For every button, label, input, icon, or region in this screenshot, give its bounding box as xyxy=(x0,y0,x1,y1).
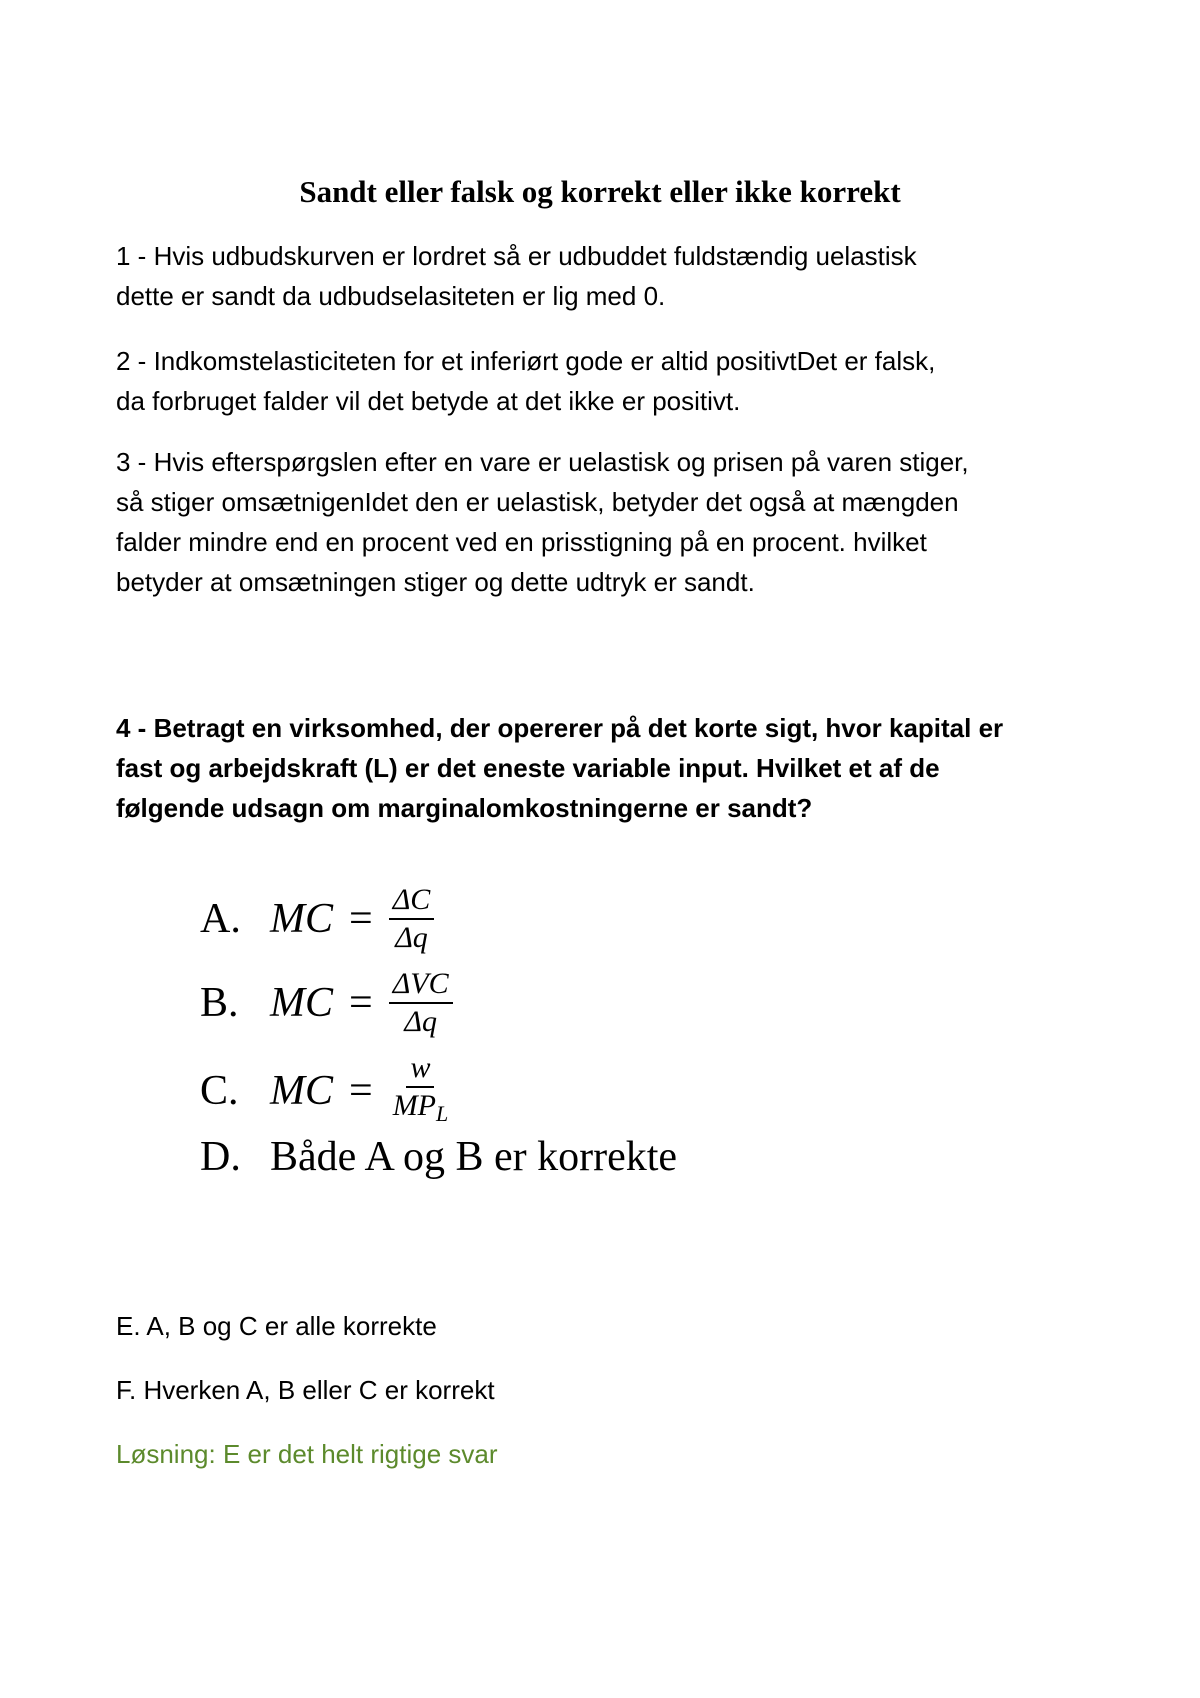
option-c-denominator xyxy=(389,1088,453,1130)
option-b-lhs: MC xyxy=(270,980,333,1026)
question-4-line: følgende udsagn om marginalomkostningerne er sandt? xyxy=(116,793,813,823)
option-c-formula xyxy=(200,1052,452,1130)
question-3-line: 3 - Hvis efterspørgslen efter en vare er uelastisk og prisen på varen stiger, xyxy=(116,447,969,477)
option-b-equals: = xyxy=(349,980,373,1026)
question-2 xyxy=(116,341,1116,421)
option-c-denominator-base: MP xyxy=(392,1089,437,1122)
question-3-line: så stiger omsætnigenIdet den er uelastisk, betyder det også at mængden xyxy=(116,487,959,517)
option-b-letter: B. xyxy=(200,980,239,1026)
option-c-numerator: w xyxy=(406,1052,434,1088)
option-a-letter: A. xyxy=(200,896,241,942)
option-b-formula xyxy=(200,968,453,1038)
question-3-line: falder mindre end en procent ved en prisstigning på en procent. hvilket xyxy=(116,527,927,557)
question-2-line: 2 - Indkomstelasticiteten for et inferiørt gode er altid positivtDet er falsk, xyxy=(116,346,936,376)
option-f: F. Hverken A, B eller C er korrekt xyxy=(116,1375,495,1405)
question-1-line: dette er sandt da udbudselasiteten er lig med 0. xyxy=(116,281,666,311)
question-3-line: betyder at omsætningen stiger og dette udtryk er sandt. xyxy=(116,567,755,597)
option-a-lhs: MC xyxy=(270,896,333,942)
question-2-line: da forbruget falder vil det betyde at det ikke er positivt. xyxy=(116,386,741,416)
option-a-fraction xyxy=(389,884,435,954)
question-4 xyxy=(116,708,1116,828)
option-b-denominator: Δq xyxy=(404,1005,437,1038)
solution-text: Løsning: E er det helt rigtige svar xyxy=(116,1439,498,1469)
document-title: Sandt eller falsk og korrekt eller ikke korrekt xyxy=(299,174,901,209)
option-a-denominator: Δq xyxy=(395,921,428,954)
option-c-letter: C. xyxy=(200,1068,239,1114)
question-4-line: fast og arbejdskraft (L) er det eneste variable input. Hvilket et af de xyxy=(116,753,940,783)
option-a-equals: = xyxy=(349,896,373,942)
option-d-text: Både A og B er korrekte xyxy=(270,1134,678,1180)
option-c-equals: = xyxy=(349,1068,373,1114)
option-a-formula xyxy=(200,884,434,954)
option-b-fraction xyxy=(389,968,453,1038)
question-1-line: 1 - Hvis udbudskurven er lordret så er udbuddet fuldstændig uelastisk xyxy=(116,241,917,271)
option-e: E. A, B og C er alle korrekte xyxy=(116,1311,437,1341)
option-b-numerator: ΔVC xyxy=(389,968,453,1004)
option-a-numerator: ΔC xyxy=(389,884,435,920)
option-c-denominator-subscript: L xyxy=(436,1101,449,1126)
option-d xyxy=(200,1136,677,1178)
option-c-lhs: MC xyxy=(270,1068,333,1114)
option-c-fraction xyxy=(389,1052,453,1130)
question-3 xyxy=(116,442,1116,602)
option-d-letter: D. xyxy=(200,1134,241,1180)
question-1 xyxy=(116,236,1116,316)
question-4-line: 4 - Betragt en virksomhed, der opererer på det korte sigt, hvor kapital er xyxy=(116,713,1004,743)
